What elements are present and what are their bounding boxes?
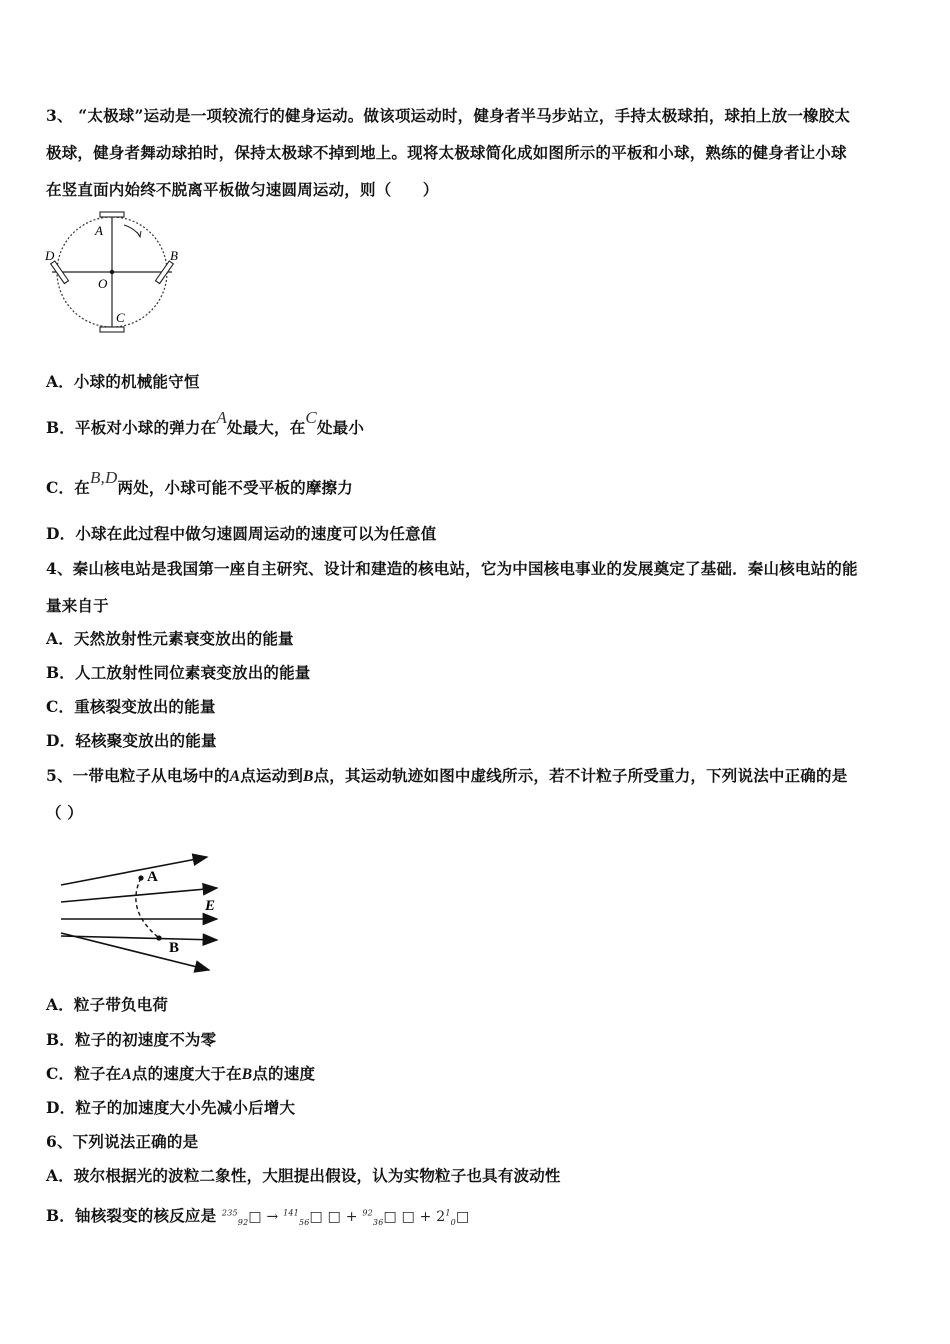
q3-option-b-var-a: A — [216, 408, 227, 427]
neutron-coefficient: 2 — [436, 1209, 446, 1225]
q5-stem-var-a: A — [229, 768, 241, 785]
label-a: A — [147, 869, 158, 885]
q3-option-b-var-c: C — [305, 408, 317, 427]
n-symbol: □ — [455, 1209, 470, 1225]
q4-option-a: A．天然放射性元素衰变放出的能量 — [46, 629, 294, 648]
q3-option-b-mid: 处最大，在 — [226, 418, 306, 437]
q5-stem-part-1: 5、一带电粒子从电场中的 — [46, 766, 230, 785]
n-charge: 0 — [450, 1217, 456, 1227]
nuclear-reaction-formula — [222, 1209, 469, 1225]
q3-stem-line-2: 极球，健身者舞动球拍时，保持太极球不掉到地上。现将太极球简化成如图所示的平板和小球，熟练的健身者让小球 — [46, 143, 847, 162]
q3-option-c-prefix: C．在 — [46, 478, 90, 497]
label-b: B — [169, 940, 180, 956]
point-a — [138, 875, 143, 880]
n-mass: 1 — [445, 1208, 451, 1218]
plus-sign-1: + — [345, 1209, 358, 1225]
q5-stem-part-3: 点，其运动轨迹如图中虚线所示，若不计粒子所受重力，下列说法中正确的是 — [313, 766, 848, 785]
q6-option-b — [46, 1204, 469, 1227]
q5-option-c-prefix: C．粒子在 — [46, 1064, 122, 1083]
particle-trajectory — [136, 878, 159, 938]
q3-taiji-figure — [40, 208, 190, 338]
q6-option-a: A．玻尔根据光的波粒二象性，大胆提出假设，认为实物粒子也具有波动性 — [46, 1166, 561, 1185]
reaction-arrow: → — [266, 1209, 279, 1225]
point-b — [156, 935, 161, 940]
q3-option-c-suffix: 两处，小球可能不受平板的摩擦力 — [117, 478, 353, 497]
q5-option-c — [46, 1062, 315, 1084]
q4-option-d: D．轻核聚变放出的能量 — [46, 731, 217, 750]
paddle-top — [100, 212, 124, 217]
q3-option-b-suffix: 处最小 — [316, 418, 365, 437]
u-charge: 92 — [237, 1217, 249, 1227]
q3-stem-line-1: 3、 “太极球”运动是一项较流行的健身运动。做该项运动时，健身者半马步站立，手持太极球拍，球拍上放一橡胶太 — [46, 106, 851, 125]
q5-field-figure — [55, 840, 235, 980]
q3-option-c-var: B,D — [89, 468, 118, 487]
label-o: O — [98, 276, 108, 291]
label-c: C — [116, 310, 125, 325]
q5-stem-line-2: （ ） — [46, 803, 83, 822]
center-point — [110, 270, 114, 274]
q6-option-b-prefix: B．铀核裂变的核反应是 — [46, 1206, 217, 1225]
ba-symbol: □ □ — [309, 1209, 342, 1225]
q3-option-b — [46, 408, 365, 438]
q5-option-c-suffix: 点的速度 — [252, 1064, 316, 1083]
field-line-1 — [61, 857, 207, 885]
q4-stem-line-1: 4、秦山核电站是我国第一座自主研究、设计和建造的核电站，它为中国核电事业的发展奠定了基础．秦山核电站的能 — [46, 559, 858, 578]
ba-mass: 141 — [283, 1208, 299, 1218]
q5-stem-part-2: 点运动到 — [240, 766, 304, 785]
q5-option-c-var-b: B — [241, 1066, 253, 1083]
u-symbol: □ — [248, 1209, 262, 1225]
label-b: B — [170, 248, 178, 263]
kr-symbol: □ □ — [383, 1209, 416, 1225]
q6-stem: 6、下列说法正确的是 — [46, 1132, 199, 1151]
q3-option-c — [46, 468, 353, 498]
q5-option-a: A．粒子带负电荷 — [46, 995, 169, 1014]
label-a: A — [95, 223, 103, 238]
ba-charge: 56 — [298, 1217, 310, 1227]
rotation-arrow — [124, 225, 140, 236]
q4-stem-line-2: 量来自于 — [46, 596, 109, 615]
q5-stem-line-1 — [46, 764, 847, 786]
u-mass: 235 — [221, 1208, 238, 1218]
plus-sign-2: + — [419, 1209, 432, 1225]
kr-charge: 36 — [372, 1217, 384, 1227]
q5-stem-var-b: B — [303, 768, 314, 785]
field-line-2 — [61, 888, 217, 902]
q4-option-b: B．人工放射性同位素衰变放出的能量 — [46, 663, 311, 682]
q5-option-c-mid: 点的速度大于在 — [131, 1064, 242, 1083]
q3-option-b-prefix: B．平板对小球的弹力在 — [46, 418, 217, 437]
q3-stem-line-3: 在竖直面内始终不脱离平板做匀速圆周运动，则（ ） — [46, 180, 439, 199]
paddle-bottom — [100, 327, 124, 332]
q5-option-b: B．粒子的初速度不为零 — [46, 1030, 217, 1049]
q3-option-d: D．小球在此过程中做匀速圆周运动的速度可以为任意值 — [46, 524, 437, 543]
q5-option-c-var-a: A — [121, 1066, 132, 1083]
kr-mass: 92 — [362, 1208, 373, 1218]
q5-option-d: D．粒子的加速度大小先减小后增大 — [46, 1098, 296, 1117]
q3-option-a: A．小球的机械能守恒 — [46, 372, 200, 391]
q4-option-c: C．重核裂变放出的能量 — [46, 697, 216, 716]
label-e: E — [205, 898, 216, 914]
label-d: D — [45, 248, 55, 263]
